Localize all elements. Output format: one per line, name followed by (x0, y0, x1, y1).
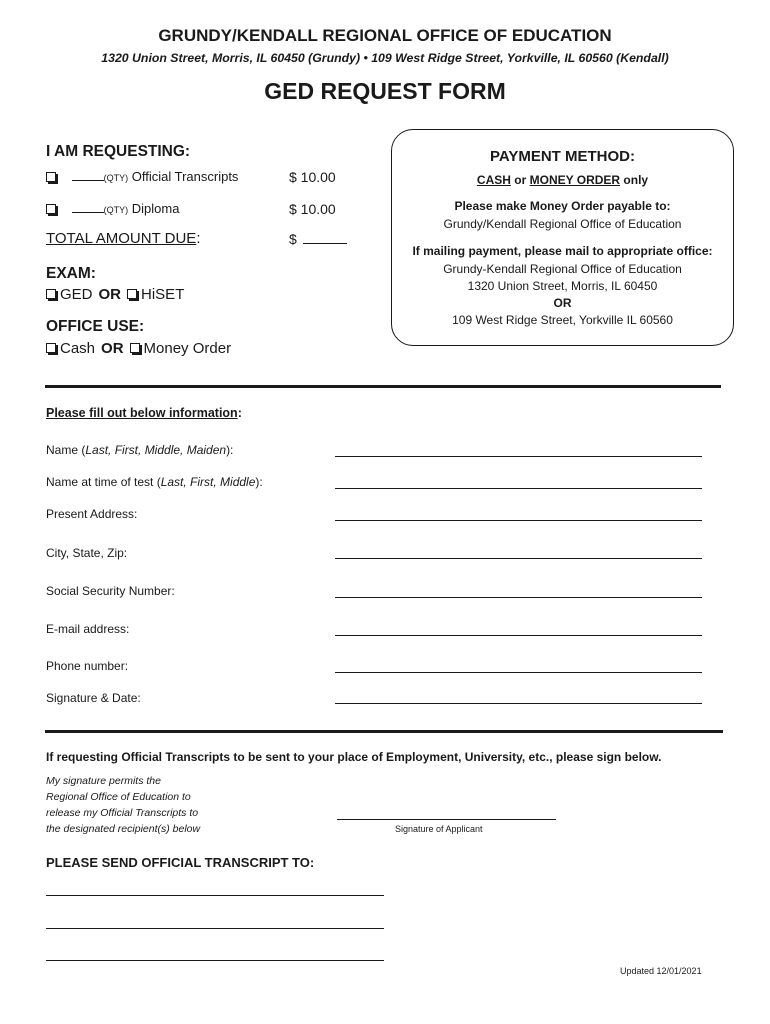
payment-method-box (391, 129, 734, 346)
mailing-address-grundy: 1320 Union Street, Morris, IL 60450 (467, 279, 658, 293)
send-transcript-heading: PLEASE SEND OFFICIAL TRANSCRIPT TO: (46, 855, 315, 870)
requesting-heading: I AM REQUESTING: (46, 143, 191, 160)
transcripts-price: $ 10.00 (289, 169, 336, 185)
name-input-line[interactable] (335, 456, 702, 457)
release-note-line: Regional Office of Education to (46, 791, 191, 803)
transcripts-row (46, 169, 238, 184)
test-name-label-prefix: Name at time of test ( (46, 475, 161, 489)
city-input-line[interactable] (335, 558, 702, 559)
ged-label: GED (60, 286, 93, 303)
release-note-line: release my Official Transcripts to (46, 807, 199, 819)
payment-cash: CASH (476, 173, 511, 187)
exam-or: OR (98, 286, 122, 303)
money-order-checkbox[interactable] (130, 343, 140, 353)
section-divider-bottom (45, 730, 723, 733)
mailing-address-kendall: 109 West Ridge Street, Yorkville IL 60560 (452, 313, 673, 327)
applicant-signature-caption: Signature of Applicant (395, 824, 483, 834)
section-divider-top (45, 385, 721, 388)
ged-checkbox[interactable] (46, 289, 56, 299)
diploma-price: $ 10.00 (289, 201, 336, 217)
info-heading: Please fill out below information (46, 406, 238, 420)
city-field-label: City, State, Zip: (46, 546, 128, 560)
signature-input-line[interactable] (335, 703, 702, 704)
payment-only: only (623, 173, 649, 187)
diploma-row (46, 201, 179, 216)
exam-heading: EXAM: (46, 265, 96, 282)
name-label-format: Last, First, Middle, Maiden (85, 443, 227, 457)
test-name-field-label (46, 475, 263, 489)
total-amount-blank[interactable] (303, 243, 347, 244)
hiset-checkbox[interactable] (127, 289, 137, 299)
total-amount-row (289, 231, 347, 247)
name-field-label (46, 443, 233, 457)
release-note-line: the designated recipient(s) below (46, 823, 201, 835)
payment-or-word: or (514, 173, 527, 187)
email-input-line[interactable] (335, 635, 702, 636)
transcripts-instruction: If requesting Official Transcripts to be sent to your place of Employment, University, etc., please sign below. (46, 750, 662, 764)
form-title: GED REQUEST FORM (264, 78, 506, 104)
name-label-prefix: Name ( (46, 443, 86, 457)
phone-field-label: Phone number: (46, 659, 129, 673)
payable-heading: Please make Money Order payable to: (454, 199, 671, 213)
test-name-label-format: Last, First, Middle (160, 475, 256, 489)
hiset-label: HiSET (141, 286, 185, 303)
diploma-qty-label: (QTY) (103, 205, 129, 215)
phone-input-line[interactable] (335, 672, 702, 673)
office-addresses: 1320 Union Street, Morris, IL 60450 (Grundy) • 109 West Ridge Street, Yorkville, IL 60560 (Kendall) (101, 51, 669, 65)
total-row (46, 230, 200, 247)
transcripts-checkbox[interactable] (46, 172, 56, 182)
payment-heading: PAYMENT METHOD: (489, 148, 635, 165)
payment-accepted (392, 173, 733, 187)
transcripts-qty-blank[interactable] (72, 180, 104, 181)
cash-label: Cash (60, 340, 96, 357)
address-input-line[interactable] (335, 520, 702, 521)
ssn-input-line[interactable] (335, 597, 702, 598)
test-name-input-line[interactable] (335, 488, 702, 489)
email-field-label: E-mail address: (46, 622, 130, 636)
address-field-label: Present Address: (46, 507, 138, 521)
office-title: GRUNDY/KENDALL REGIONAL OFFICE OF EDUCATION (158, 26, 612, 45)
transcripts-qty-label: (QTY) (103, 173, 129, 183)
total-currency: $ (289, 231, 297, 247)
payment-money-order: MONEY ORDER (529, 173, 621, 187)
diploma-qty-blank[interactable] (72, 212, 104, 213)
office-use-options (46, 340, 231, 357)
exam-options (46, 286, 184, 303)
mailing-office-name: Grundy-Kendall Regional Office of Education (443, 262, 682, 276)
applicant-signature-line[interactable] (337, 819, 556, 820)
recipient-line[interactable] (46, 928, 384, 929)
name-label-suffix: ): (226, 443, 234, 457)
total-colon: : (196, 230, 201, 247)
money-order-label: Money Order (143, 340, 232, 357)
info-heading-row (46, 406, 242, 420)
recipient-line[interactable] (46, 895, 384, 896)
ssn-field-label: Social Security Number: (46, 584, 175, 598)
info-heading-colon: : (237, 406, 242, 420)
release-note (46, 773, 200, 837)
transcripts-label: Official Transcripts (131, 169, 239, 184)
office-use-or: OR (101, 340, 124, 357)
mailing-heading: If mailing payment, please mail to appropriate office: (412, 244, 713, 258)
signature-field-label: Signature & Date: (46, 691, 141, 705)
payable-to: Grundy/Kendall Regional Office of Education (443, 217, 682, 231)
release-note-line: My signature permits the (46, 775, 161, 787)
mailing-or: OR (553, 296, 572, 310)
diploma-label: Diploma (131, 201, 180, 216)
updated-date: Updated 12/01/2021 (620, 966, 702, 976)
diploma-checkbox[interactable] (46, 204, 56, 214)
recipient-line[interactable] (46, 960, 384, 961)
total-label: TOTAL AMOUNT DUE (46, 230, 197, 247)
cash-checkbox[interactable] (46, 343, 56, 353)
office-use-heading: OFFICE USE: (46, 318, 145, 335)
test-name-label-suffix: ): (255, 475, 263, 489)
